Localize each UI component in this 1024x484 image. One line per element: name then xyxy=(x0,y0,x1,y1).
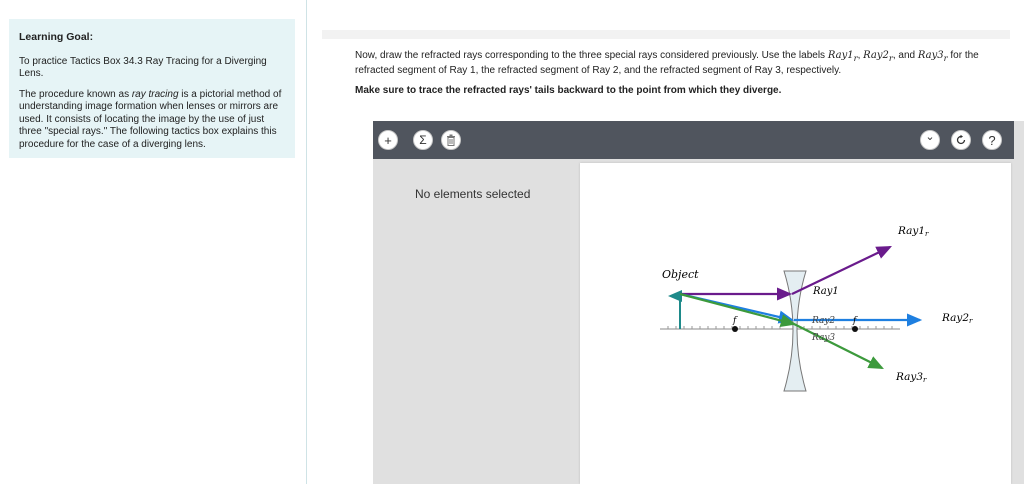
ray2r-label: Ray2r xyxy=(942,312,973,325)
tool-toolbar xyxy=(373,121,1014,159)
selection-status: No elements selected xyxy=(415,187,531,201)
learning-goal-title: Learning Goal: xyxy=(19,31,94,43)
focal-point-right xyxy=(852,326,858,332)
instr-text-2: for the refracted segment of Ray 1, the refracted segment of Ray 2, and the refracted segment of Ray 3, respectively. xyxy=(355,50,979,76)
instruction-text xyxy=(355,50,1015,77)
delete-button[interactable] xyxy=(441,130,461,150)
desc-text-1: The procedure known as xyxy=(19,88,132,100)
label-ray3r xyxy=(918,50,948,61)
top-strip xyxy=(322,30,1010,39)
desc-text-2: is a pictorial method of understanding image formation when lenses or mirrors are used. It consists of locating the image by the use of just three "special rays." The following tactics box explains this procedure for the case of a diverging lens. xyxy=(19,88,282,150)
label-sub-2: r xyxy=(888,53,893,63)
label-sub-1: r xyxy=(853,53,858,63)
reset-icon xyxy=(955,134,967,146)
ray3-refracted xyxy=(794,324,882,368)
instructions xyxy=(355,50,1015,98)
focal-label-right: f xyxy=(853,316,857,326)
label-ray2: Ray2 xyxy=(863,50,889,61)
instr-sep-1: , xyxy=(857,50,864,61)
instruction-bold: Make sure to trace the refracted rays' tails backward to the point from which they diverge. xyxy=(355,85,782,96)
label-ray1r xyxy=(828,50,858,61)
label-ray1: Ray1 xyxy=(827,50,854,61)
learning-goal-intro: To practice Tactics Box 34.3 Ray Tracing for a Diverging Lens. xyxy=(19,55,267,79)
help-icon: ? xyxy=(988,132,996,148)
ray1-label: Ray1 xyxy=(813,286,839,297)
add-button[interactable] xyxy=(378,130,398,150)
trash-icon xyxy=(446,134,456,146)
ray1-refracted xyxy=(792,247,890,294)
dropdown-button[interactable] xyxy=(920,130,940,150)
label-ray3: Ray3 xyxy=(917,50,944,61)
ray3r-label: Ray3r xyxy=(896,371,927,384)
column-divider xyxy=(306,0,307,484)
plus-icon: + xyxy=(384,132,392,148)
object-label: Object xyxy=(662,268,699,281)
reset-button[interactable] xyxy=(951,130,971,150)
label-ray2r xyxy=(863,50,893,61)
drawing-canvas[interactable] xyxy=(580,163,1011,484)
sum-button[interactable] xyxy=(413,130,433,150)
focal-label-left: f xyxy=(733,316,737,326)
focal-point-left xyxy=(732,326,738,332)
help-button[interactable] xyxy=(982,130,1002,150)
instr-sep-2: , and xyxy=(892,50,918,61)
label-sub-3: r xyxy=(943,53,948,63)
desc-emphasis: ray tracing xyxy=(131,88,179,100)
ray2-label: Ray2 xyxy=(812,316,836,326)
ray1r-label: Ray1r xyxy=(898,225,929,238)
chevron-down-icon: ⌄ xyxy=(925,131,935,143)
instr-text-1: Now, draw the refracted rays corresponding to the three special rays considered previously. Use the labels xyxy=(355,50,828,61)
ray3-label: Ray3 xyxy=(812,333,836,343)
learning-goal-panel xyxy=(9,19,295,158)
drawing-tool xyxy=(373,121,1024,484)
learning-goal-description xyxy=(19,89,285,152)
sigma-icon: Σ xyxy=(419,133,427,147)
ray-diagram xyxy=(580,163,1011,484)
ray3-incident xyxy=(680,294,794,324)
